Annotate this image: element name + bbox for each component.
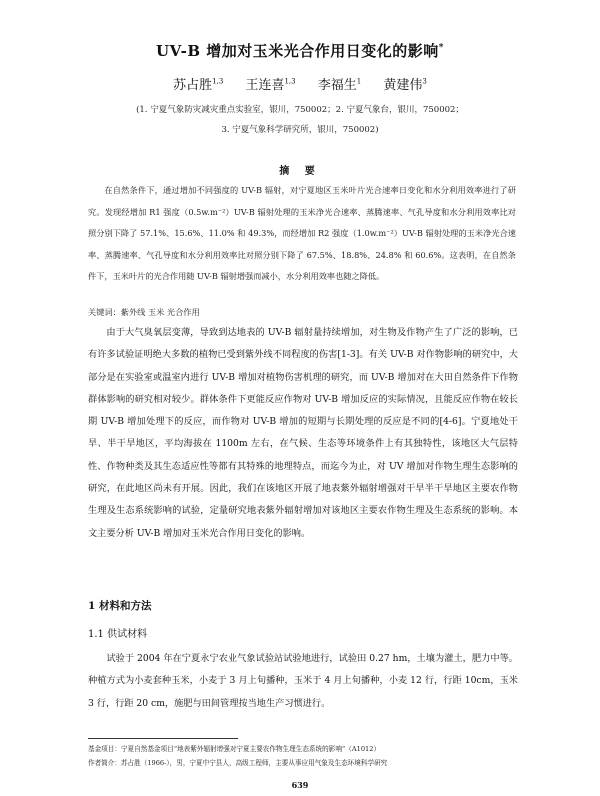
keywords (88, 307, 518, 318)
introduction-paragraph: 由于大气臭氧层变薄，导致到达地表的 UV-B 辐射量持续增加，对生物及作物产生了广泛的影响，已有许多试验证明绝大多数的植物已受到紫外线不同程度的伤害[1-3]。有关 UV-B 对作物影响的研究中，大部分是在实验室或温室内进行 UV-B 增加对植物伤害机理的研究，而 UV-B 增加对在大田自然条件下作物群体影响的研究相对较少。群体条件下更能反应作物对 UV-B 增加反应的实际情况，且能反应作物在较长期 UV-B 增加处理下的反应，而作物对 UV-B 增加的短期与长期处理的反应是不同的[4-6]。宁夏地处干旱、半干旱地区，平均海拔在 1100m 左右，在气候、生态等环境条件上有其独特性，该地区大气层特性、作物种类及其生态适应性等都有其特殊的地理特点，而迄今为止，对 UV 增加对作物生理生态影响的研究，在此地区尚未有开展。因此，我们在该地区开展了地表紫外辐射增强对干旱半干旱地区主要农作物生理及生态系统影响的试验，定量研究地表紫外辐射增加对该地区主要农作物生理及生态系统的影响。本文主要分析 UV-B 增加对玉米光合作用日变化的影响。 (88, 327, 518, 539)
section-heading-materials-methods: 1 材料和方法 (88, 600, 152, 612)
title-footnote-marker: * (438, 43, 444, 53)
footnote-funding: 基金项目：宁夏自然基金项目“地表紫外辐射增强对宁夏主要农作物生理生态系统的影响”（A1012） (88, 745, 381, 753)
affiliation-line: 3. 宁夏气象科学研究所，银川，750002) (221, 125, 379, 135)
affiliation-line: (1. 宁夏气象防灾减灾重点实验室，银川，750002；2. 宁夏气象台，银川，750002； (136, 105, 464, 115)
author: 王连喜$^{1,3}$ (245, 77, 296, 93)
paper-title-text: UV-B 增加对玉米光合作用日变化的影响 (156, 42, 439, 60)
materials-paragraph: 试验于 2004 年在宁夏永宁农业气象试验站试验地进行，试验田 0.27 hm，土壤为灌土，肥力中等。种植方式为小麦套种玉米，小麦于 3 月上旬播种，玉米于 4 月上旬播种，小麦 12 行，行距 10cm，玉米 3 行，行距 20 cm，施肥与田间管理按当地生产习惯进行。 (88, 653, 518, 709)
page-number: 639 (291, 780, 309, 790)
footnote-divider (88, 738, 238, 739)
author: 苏占胜$^{1,3}$ (173, 77, 224, 93)
author: 李福生$^1$ (317, 77, 362, 93)
footnote-author-bio: 作者简介：苏占胜（1966-），男，宁夏中宁县人，高级工程师，主要从事应用气象及生态环境科学研究 (88, 759, 388, 767)
abstract-text: 在自然条件下，通过增加不同强度的 UV-B 辐射，对宁夏地区玉米叶片光合速率日变化和水分利用效率进行了研究。发现经增加 R1 强度（0.5w.m⁻²）UV-B 辐射处理的玉米净光合速率、蒸腾速率、气孔导度和水分利用效率比对照分别下降了 57.1%、15.6%、11.0% 和 49.3%，而经增加 R2 强度（1.0w.m⁻²）UV-B 辐射处理的玉米净光合速率、蒸腾速率、气孔导度和水分利用效率比对照分别下降了 67.5%、18.8%、24.8% 和 60.6%。这表明，在自然条件下，玉米叶片的光合作用随 UV-B 辐射增强而减小，水分利用效率也随之降低。 (88, 185, 516, 281)
subsection-heading-materials: 1.1 供试材料 (88, 629, 148, 640)
author: 黄建伟$^3$ (383, 77, 427, 93)
keywords-label: 关键词： (88, 307, 121, 317)
paper-title (0, 40, 600, 61)
author-list (0, 74, 600, 93)
keywords-value: 紫外线 玉米 光合作用 (120, 307, 200, 317)
abstract-heading: 摘 要 (279, 166, 321, 177)
